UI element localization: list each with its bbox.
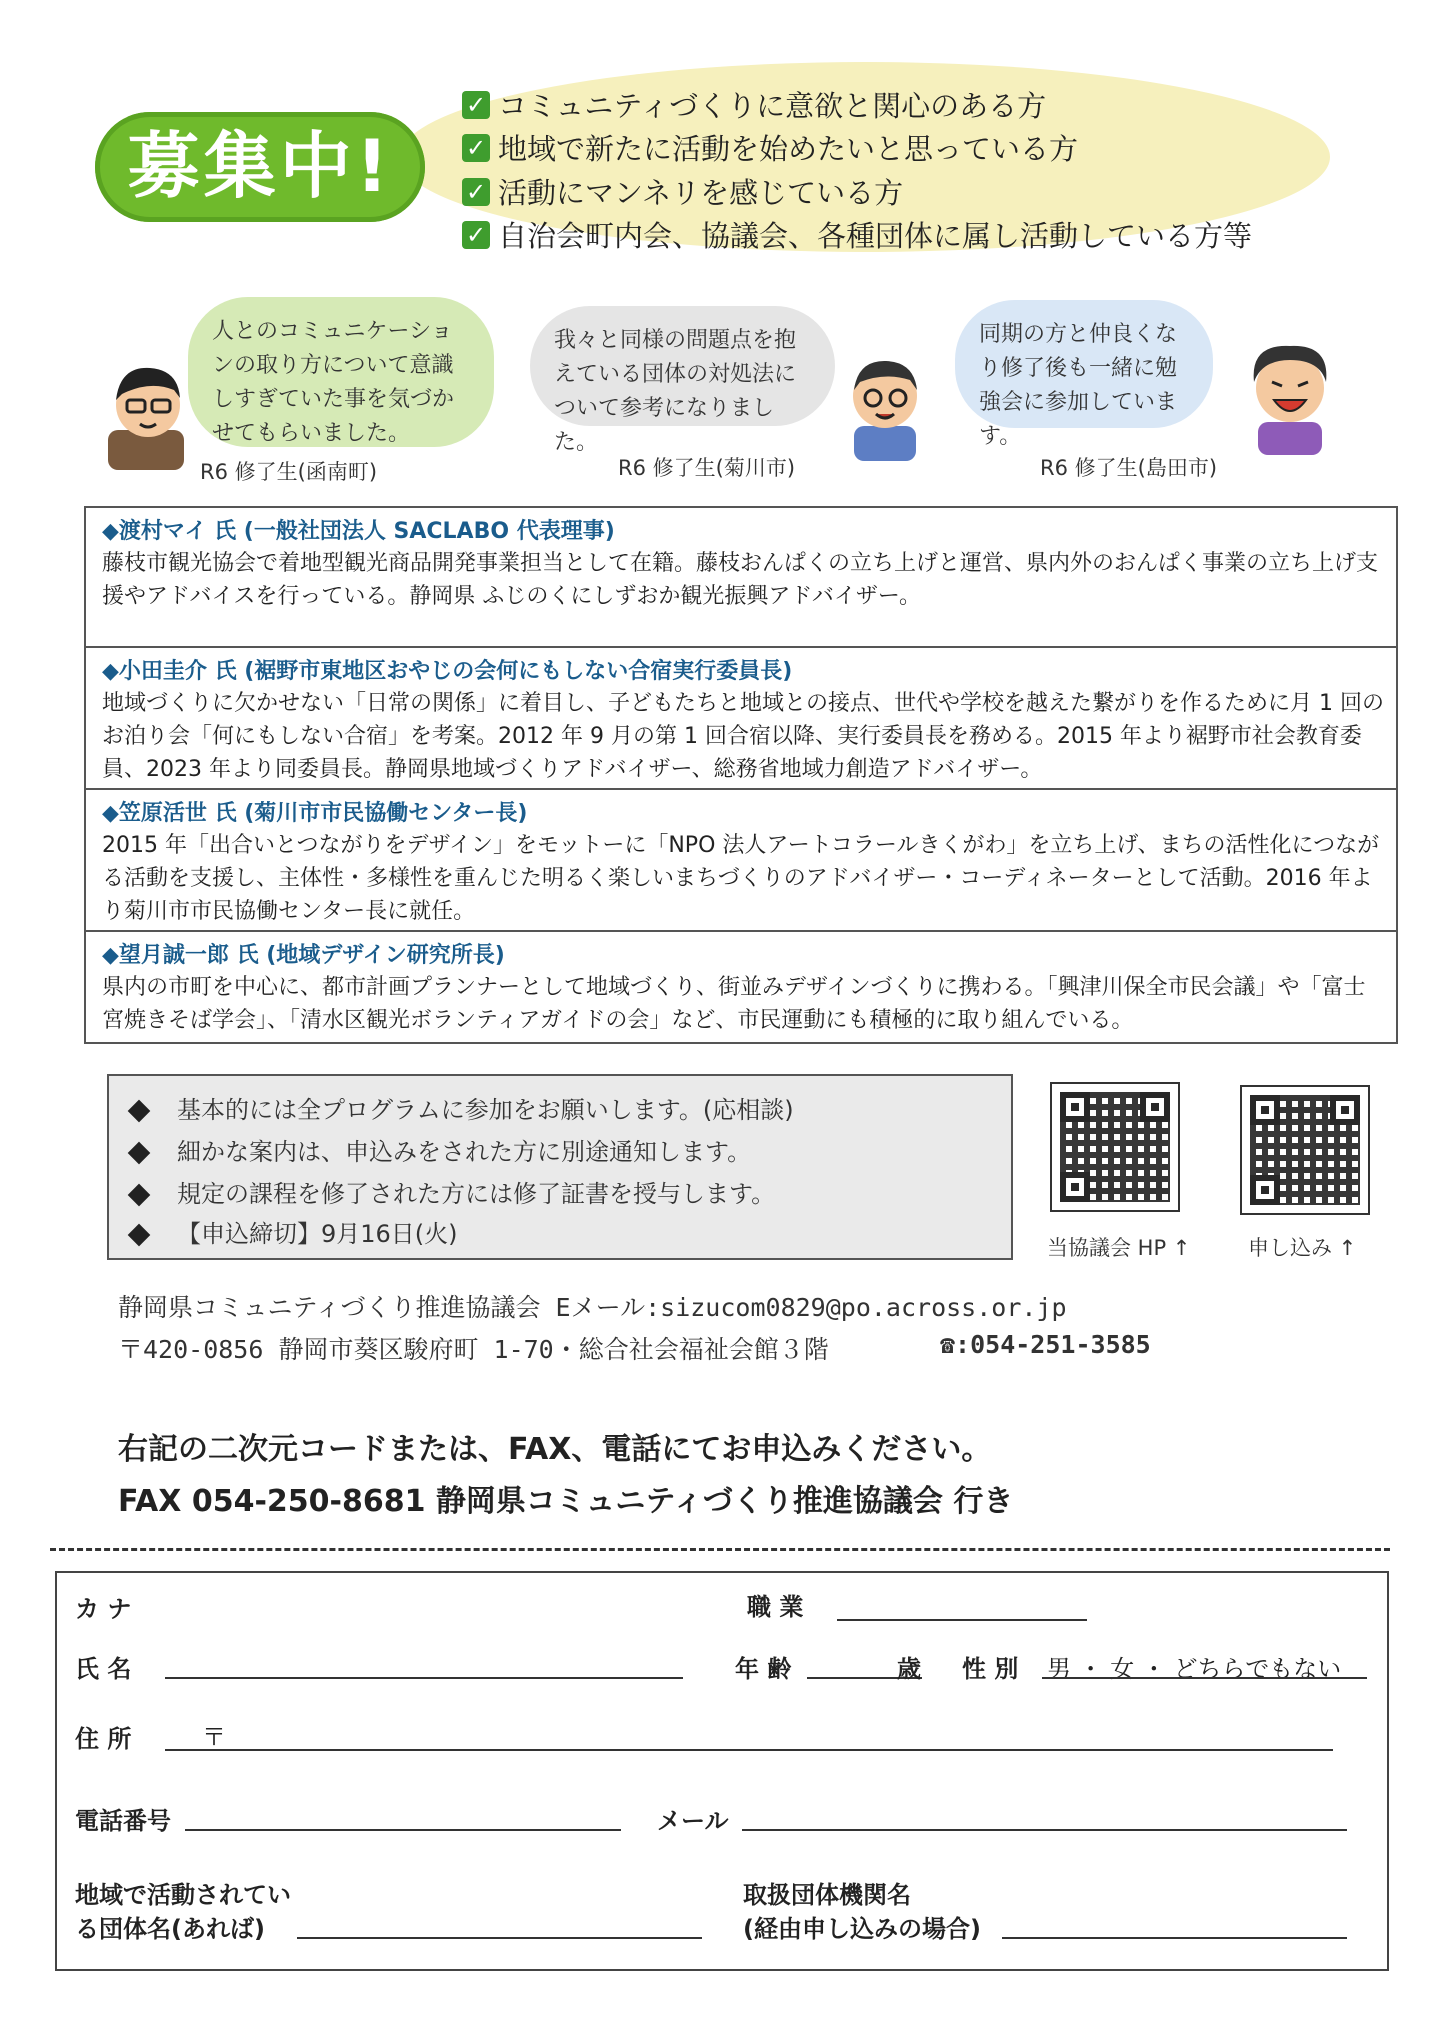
application-form [55,1571,1389,1971]
org-name-field[interactable] [1002,1937,1347,1939]
criteria-item: ✓ 自治会町内会、協議会、各種団体に属し活動している方等 [462,214,1252,255]
testimonial-bubble: 人とのコミュニケーションの取り方について意識しすぎていた事を気づかせてもらいました。 [188,297,494,447]
gender-label: 性 別 [962,1655,1019,1683]
occupation-field[interactable] [837,1619,1087,1621]
criteria-item: ✓ 地域で新たに活動を始めたいと思っている方 [462,127,1078,168]
diamond-bullet-icon [128,1142,151,1165]
apply-qr-code[interactable] [1240,1085,1370,1215]
occupation-label: 職 業 [747,1593,804,1621]
apply-qr-label: 申し込み ↑ [1248,1236,1357,1260]
fax-destination: FAX 054-250-8681 静岡県コミュニティづくり推進協議会 行き [118,1484,1014,1519]
instructor-section [86,930,1396,1044]
hp-qr-code[interactable] [1050,1082,1180,1212]
checkbox-icon: ✓ [462,91,490,119]
diamond-bullet-icon [128,1184,151,1207]
apply-instruction: 右記の二次元コードまたは、FAX、電話にてお申込みください。 [118,1432,992,1467]
person-1-illustration [100,350,190,470]
instructor-bio: 地域づくりに欠かせない「日常の関係」に着目し、子どもたちと地域との接点、世代や学校を越えた繋がりを作るために月 1 回のお泊り会「何にもしない合宿」を考案。2012 年 9 月の第 1 回合宿以降、実行委員長を務める。2015 年より裾野市社会教育委員、2023 年より同委員長。静岡県地域づくりアドバイザー、総務省地域力創造アドバイザー。 [102,691,1384,782]
org-label-line2: (経由申し込みの場合) [743,1915,981,1943]
age-unit: 歳 [897,1655,921,1683]
gender-underline [1042,1677,1367,1679]
group-label-line2: る団体名(あれば) [75,1915,265,1943]
instructor-name: ◆小田圭介 氏 (裾野市東地区おやじの会何にもしない合宿実行委員長) [102,659,793,684]
criteria-item: ✓ 活動にマンネリを感じている方 [462,171,903,212]
recruiting-badge: 募集中! [95,112,425,222]
cut-line [50,1548,1390,1551]
phone-field[interactable] [185,1829,621,1831]
instructor-profiles [84,506,1398,1044]
hp-qr-label: 当協議会 HP ↑ [1047,1236,1191,1260]
instructor-section [86,508,1396,646]
postal-mark: 〒 [202,1723,226,1751]
notes-box [107,1074,1013,1260]
instructor-bio: 藤枝市観光協会で着地型観光商品開発事業担当として在籍。藤枝おんぱくの立ち上げと運営、県内外のおんぱく事業の立ち上げ支援やアドバイスを行っている。静岡県 ふじのくにしずおか観光振興アドバイザー。 [102,551,1379,609]
group-label-line1: 地域で活動されてい [75,1881,291,1909]
instructor-section [86,788,1396,930]
checkbox-icon: ✓ [462,178,490,206]
contact-phone: ☎:054-251-3585 [940,1330,1151,1359]
testimonial-bubble: 我々と同様の問題点を抱えている団体の対処法について参考になりました。 [530,306,835,426]
note-item: 規定の課程を修了された方には修了証書を授与します。 [131,1174,775,1209]
instructor-bio: 県内の市町を中心に、都市計画プランナーとして地域づくり、街並みデザインづくりに携わる。「興津川保全市民会議」や「富士宮焼きそば学会」、「清水区観光ボランティアガイドの会」など、市民運動にも積極的に取り組んでいる。 [102,975,1366,1033]
criteria-item: ✓ コミュニティづくりに意欲と関心のある方 [462,84,1046,125]
instructor-name: ◆笠原活世 氏 (菊川市市民協働センター長) [102,801,528,826]
contact-org-email: 静岡県コミュニティづくり推進協議会 Eメール:sizucom0829@po.across.or.jp [118,1293,1067,1322]
instructor-name: ◆渡村マイ 氏 (一般社団法人 SACLABO 代表理事) [102,519,615,544]
diamond-bullet-icon [128,1100,151,1123]
group-name-field[interactable] [297,1937,702,1939]
testimonial-caption: R6 修了生(島田市) [1040,456,1218,480]
contact-address: 〒420-0856 静岡市葵区駿府町 1-70・総合社会福祉会館３階 [118,1335,829,1364]
address-label: 住 所 [75,1725,132,1753]
age-label: 年 齢 [735,1655,792,1683]
kana-label: カ ナ [75,1595,132,1623]
note-item: 【申込締切】9月16日(火) [131,1214,458,1249]
gender-options[interactable]: 男 ・ 女 ・ どちらでもない [1047,1655,1342,1683]
testimonial-caption: R6 修了生(菊川市) [618,456,796,480]
instructor-bio: 2015 年「出合いとつながりをデザイン」をモットーに「NPO 法人アートコラールきくがわ」を立ち上げ、まちの活性化につながる活動を支援し、主体性・多様性を重んじた明るく楽しいまちづくりのアドバイザー・コーディネーターとして活動。2016 年より菊川市市民協働センター長に就任。 [102,833,1380,924]
org-label-line1: 取扱団体機関名 [743,1881,911,1909]
checkbox-icon: ✓ [462,134,490,162]
address-field[interactable] [165,1749,1333,1751]
name-field[interactable] [165,1677,683,1679]
note-item: 基本的には全プログラムに参加をお願いします。(応相談) [131,1090,794,1125]
name-label: 氏 名 [75,1655,132,1683]
testimonial-caption: R6 修了生(函南町) [200,460,378,484]
testimonial-bubble: 同期の方と仲良くなり修了後も一緒に勉強会に参加しています。 [955,300,1213,428]
checkbox-icon: ✓ [462,221,490,249]
instructor-section [86,646,1396,788]
person-2-illustration [840,346,930,461]
email-field[interactable] [742,1829,1347,1831]
person-3-illustration [1240,330,1340,455]
email-label: メール [657,1807,729,1835]
diamond-bullet-icon [128,1224,151,1247]
note-item: 細かな案内は、申込みをされた方に別途通知します。 [131,1132,751,1167]
instructor-name: ◆望月誠一郎 氏 (地域デザイン研究所長) [102,943,505,968]
phone-label: 電話番号 [75,1807,171,1835]
